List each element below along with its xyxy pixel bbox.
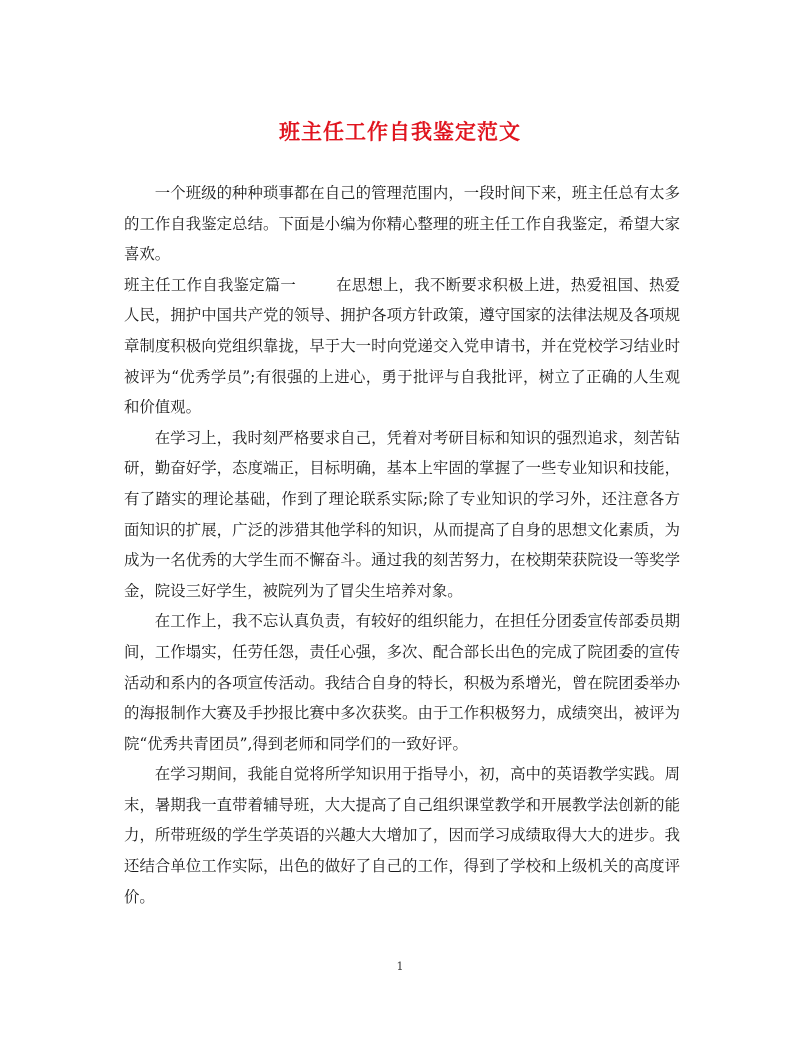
section-first-paragraph-text: 在思想上，我不断要求积极上进，热爱祖国、热爱人民，拥护中国共产党的领导、拥护各项方针政策，遵守国家的法律法规及各项规章制度积极向党组织靠拢，早于大一时向党递交入党申请书，并在党校学习结业时被评为“优秀学员”;有很强的上进心，勇于批评与自我批评，树立了正确的人生观和价值观。: [124, 275, 680, 417]
work-paragraph: 在工作上，我不忘认真负责，有较好的组织能力，在担任分团委宣传部委员期间，工作塌实，任劳任怨，责任心强，多次、配合部长出色的完成了院团委的宣传活动和系内的各项宣传活动。我结合自身的特长，积极为系增光，曾在院团委举办的海报制作大赛及手抄报比赛中多次获奖。由于工作积极努力，成绩突出，被评为院“优秀共青团员”,得到老师和同学们的一致好评。: [124, 612, 680, 753]
practice-paragraph: 在学习期间，我能自觉将所学知识用于指导小，初，高中的英语教学实践。周末，暑期我一直带着辅导班，大大提高了自己组织课堂教学和开展教学法创新的能力，所带班级的学生学英语的兴趣大大增加了，因而学习成绩取得大大的进步。我还结合单位工作实际，出色的做好了自己的工作，得到了学校和上级机关的高度评价。: [124, 765, 680, 906]
section-label: 班主任工作自我鉴定篇一: [124, 275, 297, 294]
page-number: 1: [396, 960, 404, 973]
document-title: 班主任工作自我鉴定范文: [279, 119, 521, 144]
document-body: [124, 178, 680, 912]
section-one-paragraph: [124, 270, 680, 423]
intro-paragraph: 一个班级的种种琐事都在自己的管理范围内，一段时间下来，班主任总有太多的工作自我鉴定总结。下面是小编为你精心整理的班主任工作自我鉴定，希望大家喜欢。: [124, 184, 680, 264]
study-paragraph: 在学习上，我时刻严格要求自己，凭着对考研目标和知识的强烈追求，刻苦钻研，勤奋好学，态度端正，目标明确，基本上牢固的掌握了一些专业知识和技能，有了踏实的理论基础，作到了理论联系实际;除了专业知识的学习外，还注意各方面知识的扩展，广泛的涉猎其他学科的知识，从而提高了自身的思想文化素质，为成为一名优秀的大学生而不懈奋斗。通过我的刻苦努力，在校期荣获院设一等奖学金，院设三好学生，被院列为了冒尖生培养对象。: [124, 428, 680, 600]
